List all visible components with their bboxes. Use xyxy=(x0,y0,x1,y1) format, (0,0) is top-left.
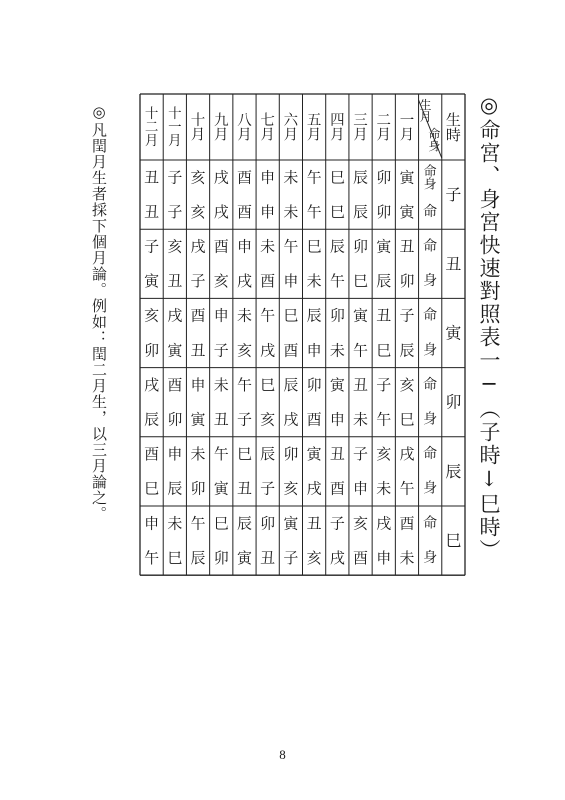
ming-cell: 申 xyxy=(144,514,160,533)
shen-cell: 亥 xyxy=(283,479,299,498)
shen-cell: 辰 xyxy=(190,548,206,567)
shen-cell: 亥 xyxy=(190,202,206,221)
shen-cell: 未 xyxy=(329,341,345,360)
shen-cell: 申 xyxy=(376,548,392,567)
ming-cell: 亥 xyxy=(399,375,415,394)
month-header: 二月 xyxy=(376,112,391,144)
shen-cell: 巳 xyxy=(167,548,183,567)
month-header: 四月 xyxy=(330,112,345,144)
shen-cell: 卯 xyxy=(376,202,392,221)
shen-cell: 酉 xyxy=(283,341,299,360)
ming-cell: 戌 xyxy=(399,445,415,464)
shen-cell: 卯 xyxy=(144,341,160,360)
shen-cell: 酉 xyxy=(353,548,369,567)
shen-cell: 酉 xyxy=(236,202,252,221)
ming-cell: 酉 xyxy=(213,237,229,256)
shen-cell: 卯 xyxy=(167,410,183,429)
ming-label: 命 xyxy=(423,238,438,255)
ming-cell: 午 xyxy=(236,375,252,394)
ming-cell: 寅 xyxy=(306,445,322,464)
shen-cell: 寅 xyxy=(144,272,160,291)
shen-cell: 午 xyxy=(329,272,345,291)
ming-cell: 午 xyxy=(190,514,206,533)
shen-cell: 亥 xyxy=(306,548,322,567)
shen-label: 身 xyxy=(423,411,438,428)
shen-cell: 酉 xyxy=(306,410,322,429)
ming-cell: 巳 xyxy=(213,514,229,533)
ming-cell: 子 xyxy=(329,514,345,533)
ming-cell: 戌 xyxy=(144,375,160,394)
ming-cell: 亥 xyxy=(190,168,206,187)
shen-cell: 午 xyxy=(144,548,160,567)
ming-cell: 卯 xyxy=(329,306,345,325)
ming-label: 命 xyxy=(423,307,438,324)
page-number: 8 xyxy=(279,747,286,762)
shen-cell: 戌 xyxy=(283,410,299,429)
shen-cell: 午 xyxy=(376,410,392,429)
ming-cell: 午 xyxy=(213,445,229,464)
month-header: 九月 xyxy=(214,112,229,144)
shen-cell: 卯 xyxy=(190,479,206,498)
hour-label: 巳 xyxy=(445,531,462,551)
month-header: 一月 xyxy=(399,112,415,144)
leap-month-note: ◎凡閏月生者採下個月論。例如：閏二月生，以三月論之。 xyxy=(90,103,108,522)
shen-cell: 申 xyxy=(353,479,369,498)
ming-cell: 申 xyxy=(260,168,276,187)
ming-cell: 辰 xyxy=(260,445,276,464)
shen-cell: 寅 xyxy=(236,548,252,567)
ming-cell: 辰 xyxy=(306,306,322,325)
month-header: 三月 xyxy=(353,112,368,144)
ming-cell: 戌 xyxy=(213,168,229,187)
shen-cell: 辰 xyxy=(376,272,392,291)
shen-cell: 巳 xyxy=(144,479,160,498)
shen-cell: 巳 xyxy=(329,202,345,221)
shen-cell: 巳 xyxy=(399,410,415,429)
ming-cell: 巳 xyxy=(260,375,276,394)
ming-cell: 亥 xyxy=(353,514,369,533)
shen-cell: 辰 xyxy=(167,479,183,498)
shen-cell: 丑 xyxy=(190,341,206,360)
month-header: 六月 xyxy=(283,112,299,144)
ming-cell: 未 xyxy=(167,514,183,533)
ming-cell: 申 xyxy=(236,237,252,256)
ming-cell: 卯 xyxy=(353,237,369,256)
shen-cell: 申 xyxy=(329,410,345,429)
shen-cell: 卯 xyxy=(399,272,415,291)
ming-cell: 巳 xyxy=(306,237,322,256)
shen-cell: 申 xyxy=(260,202,276,221)
ming-cell: 戌 xyxy=(376,514,392,533)
shen-cell: 戌 xyxy=(306,479,322,498)
ming-cell: 未 xyxy=(190,445,206,464)
ming-cell: 寅 xyxy=(399,168,415,187)
shen-cell: 亥 xyxy=(260,410,276,429)
ming-cell: 卯 xyxy=(260,514,276,533)
shen-cell: 子 xyxy=(167,202,183,221)
shen-label: 身 xyxy=(423,273,438,290)
shen-cell: 午 xyxy=(399,479,415,498)
shen-cell: 子 xyxy=(236,410,252,429)
ming-cell: 寅 xyxy=(329,375,345,394)
ming-label: 命 xyxy=(423,376,438,393)
ming-cell: 未 xyxy=(236,306,252,325)
shen-cell: 寅 xyxy=(213,479,229,498)
shen-label: 身 xyxy=(423,549,438,566)
shen-cell: 未 xyxy=(283,202,299,221)
ming-label: 命 xyxy=(423,515,438,532)
shen-cell: 戌 xyxy=(213,202,229,221)
ming-cell: 辰 xyxy=(236,514,252,533)
ming-shen-label: 命身 xyxy=(423,164,437,193)
hour-label: 辰 xyxy=(445,461,462,481)
shen-cell: 戌 xyxy=(329,548,345,567)
ming-cell: 辰 xyxy=(283,375,299,394)
shen-cell: 未 xyxy=(306,272,322,291)
shen-cell: 申 xyxy=(306,341,322,360)
ming-cell: 丑 xyxy=(144,168,160,187)
shen-cell: 丑 xyxy=(260,548,276,567)
ming-cell: 酉 xyxy=(144,445,160,464)
shen-cell: 丑 xyxy=(144,202,160,221)
ming-cell: 寅 xyxy=(283,514,299,533)
shen-cell: 亥 xyxy=(213,272,229,291)
month-header: 七月 xyxy=(260,112,275,144)
ming-cell: 巳 xyxy=(329,168,345,187)
ming-cell: 子 xyxy=(376,375,392,394)
ming-cell: 巳 xyxy=(236,445,252,464)
hour-label: 子 xyxy=(445,185,462,205)
ming-cell: 申 xyxy=(167,445,183,464)
ming-cell: 子 xyxy=(353,445,369,464)
ming-cell: 申 xyxy=(213,306,229,325)
shen-cell: 卯 xyxy=(213,548,229,567)
shen-cell: 申 xyxy=(283,272,299,291)
shen-cell: 子 xyxy=(190,272,206,291)
shen-cell: 丑 xyxy=(167,272,183,291)
shen-cell: 子 xyxy=(260,479,276,498)
ming-cell: 卯 xyxy=(376,168,392,187)
shen-cell: 午 xyxy=(306,202,322,221)
hour-label: 寅 xyxy=(445,323,462,343)
ming-cell: 卯 xyxy=(283,445,299,464)
ming-cell: 丑 xyxy=(353,375,369,394)
ming-label: 命 xyxy=(423,446,438,463)
ming-cell: 酉 xyxy=(190,306,206,325)
month-header: 十二月 xyxy=(144,106,159,150)
ming-cell: 戌 xyxy=(190,237,206,256)
corner-month-label: 生月 xyxy=(419,98,432,125)
ming-cell: 卯 xyxy=(306,375,322,394)
ming-cell: 丑 xyxy=(399,237,415,256)
shen-cell: 未 xyxy=(376,479,392,498)
page-title: ◎命宮、身宮快速對照表一─（子時↓巳時） xyxy=(477,93,501,562)
shen-cell: 戌 xyxy=(236,272,252,291)
ming-cell: 巳 xyxy=(283,306,299,325)
ming-cell: 寅 xyxy=(376,237,392,256)
ming-cell: 戌 xyxy=(167,306,183,325)
ming-cell: 未 xyxy=(213,375,229,394)
shen-cell: 寅 xyxy=(167,341,183,360)
hour-label: 丑 xyxy=(445,254,462,274)
ming-cell: 酉 xyxy=(236,168,252,187)
ming-cell: 未 xyxy=(283,168,299,187)
ming-cell: 子 xyxy=(399,306,415,325)
ming-cell: 酉 xyxy=(167,375,183,394)
shen-cell: 酉 xyxy=(260,272,276,291)
ming-cell: 未 xyxy=(260,237,276,256)
shen-cell: 未 xyxy=(353,410,369,429)
ming-cell: 丑 xyxy=(306,514,322,533)
shen-cell: 午 xyxy=(353,341,369,360)
shen-cell: 巳 xyxy=(353,272,369,291)
shen-cell: 子 xyxy=(283,548,299,567)
ming-cell: 午 xyxy=(283,237,299,256)
ming-cell: 亥 xyxy=(167,237,183,256)
ming-cell: 亥 xyxy=(376,445,392,464)
month-header: 十月 xyxy=(190,112,206,144)
shen-cell: 未 xyxy=(399,548,415,567)
ming-cell: 子 xyxy=(167,168,183,187)
ming-cell: 辰 xyxy=(329,237,345,256)
ming-cell: 辰 xyxy=(353,168,369,187)
ming-cell: 丑 xyxy=(329,445,345,464)
shen-label: 身 xyxy=(423,480,438,497)
shen-cell: 戌 xyxy=(260,341,276,360)
month-header: 十一月 xyxy=(168,106,182,150)
corner-hour-label: 生時 xyxy=(445,110,461,144)
shen-cell: 辰 xyxy=(353,202,369,221)
month-header: 五月 xyxy=(306,112,322,144)
ming-cell: 亥 xyxy=(144,306,160,325)
shen-cell: 子 xyxy=(213,341,229,360)
ming-cell: 子 xyxy=(144,237,160,256)
shen-cell: 巳 xyxy=(376,341,392,360)
ming-cell: 午 xyxy=(306,168,322,187)
shen-cell: 酉 xyxy=(329,479,345,498)
shen-cell: 亥 xyxy=(236,341,252,360)
ming-label: 命 xyxy=(423,203,438,220)
month-header: 八月 xyxy=(237,112,252,144)
shen-cell: 寅 xyxy=(399,202,415,221)
shen-cell: 丑 xyxy=(236,479,252,498)
ming-cell: 申 xyxy=(190,375,206,394)
ming-cell: 丑 xyxy=(376,306,392,325)
corner-ming-shen-label: 命身 xyxy=(428,127,441,154)
hour-label: 卯 xyxy=(445,392,462,412)
shen-cell: 辰 xyxy=(144,410,160,429)
ming-cell: 寅 xyxy=(353,306,369,325)
ming-cell: 酉 xyxy=(399,514,415,533)
shen-cell: 丑 xyxy=(213,410,229,429)
shen-cell: 寅 xyxy=(190,410,206,429)
shen-label: 身 xyxy=(423,342,438,359)
shen-cell: 辰 xyxy=(399,341,415,360)
ming-cell: 午 xyxy=(260,306,276,325)
